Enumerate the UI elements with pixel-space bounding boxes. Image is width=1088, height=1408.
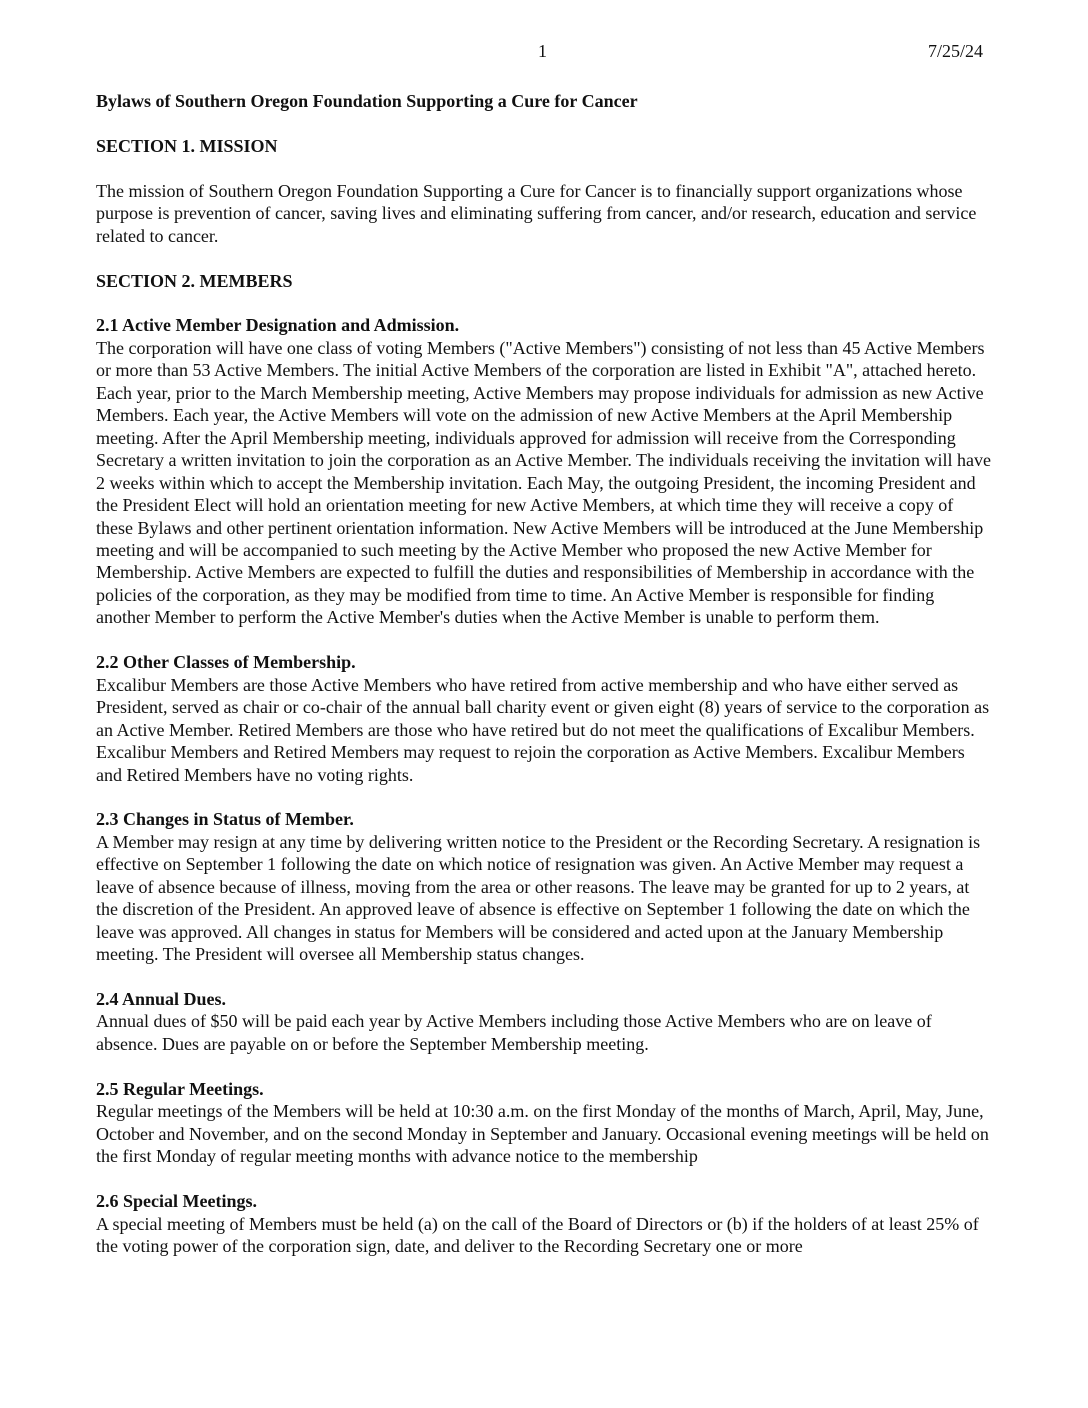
subsection-2-2 xyxy=(96,651,992,786)
subsection-text: The corporation will have one class of voting Members ("Active Members") consisting of not less than 45 Active Members or more than 53 Active Members. The initial Active Members of the corporation are listed in Exhibit "A", attached hereto. Each year, prior to the March Membership meeting, Active Members may propose individuals for admission as new Active Members. Each year, the Active Members will vote on the admission of new Active Members at the April Membership meeting. After the April Membership meeting, individuals approved for admission will receive from the Corresponding Secretary a written invitation to join the corporation as an Active Member. The individuals receiving the invitation will have 2 weeks within which to accept the Membership invitation. Each May, the outgoing President, the incoming President and the President Elect will hold an orientation meeting for new Active Members, at which time they will receive a copy of these Bylaws and other pertinent orientation information. New Active Members will be introduced at the June Membership meeting and will be accompanied to such meeting by the Active Member who proposed the new Active Member for Membership. Active Members are expected to fulfill the duties and responsibilities of Membership in accordance with the policies of the corporation, as they may be modified from time to time. An Active Member is responsible for finding another Member to perform the Active Member's duties when the Active Member is unable to perform them. xyxy=(96,337,991,628)
subsection-heading: 2.5 Regular Meetings. xyxy=(96,1078,264,1099)
subsection-heading: 2.6 Special Meetings. xyxy=(96,1191,257,1212)
document-body xyxy=(96,90,992,1280)
subsection-text: Annual dues of $50 will be paid each year by Active Members including those Active Members who are on leave of absence. Dues are payable on or before the September Membership meeting. xyxy=(96,1011,932,1054)
section-1-text: The mission of Southern Oregon Foundation Supporting a Cure for Cancer is to financially support organizations whose purpose is prevention of cancer, saving lives and eliminating suffering from cancer, and/or research, education and service related to cancer. xyxy=(96,180,977,246)
subsection-2-6 xyxy=(96,1190,992,1257)
subsection-text: A special meeting of Members must be held (a) on the call of the Board of Directors or (b) if the holders of at least 25% of the voting power of the corporation sign, date, and deliver to the Recording Secretary one or more xyxy=(96,1213,979,1256)
subsection-heading: 2.3 Changes in Status of Member. xyxy=(96,809,354,830)
subsection-2-3 xyxy=(96,808,992,965)
subsection-heading: 2.2 Other Classes of Membership. xyxy=(96,652,356,673)
subsection-heading: 2.1 Active Member Designation and Admission. xyxy=(96,315,460,336)
document-title: Bylaws of Southern Oregon Foundation Supporting a Cure for Cancer xyxy=(96,91,638,111)
page-number: 1 xyxy=(538,41,547,61)
subsection-2-1 xyxy=(96,314,992,628)
subsection-heading: 2.4 Annual Dues. xyxy=(96,989,227,1010)
subsection-text: Excalibur Members are those Active Members who have retired from active membership and who have either served as President, served as chair or co-chair of the annual ball charity event or given eight (8) years of service to the corporation as an Active Member. Retired Members are those who have retired but do not meet the qualifications of Excalibur Members. Excalibur Members and Retired Members may request to rejoin the corporation as Active Members. Excalibur Members and Retired Members have no voting rights. xyxy=(96,674,990,785)
subsection-2-5 xyxy=(96,1078,992,1168)
section-2-heading: SECTION 2. MEMBERS xyxy=(96,270,293,291)
subsection-2-4 xyxy=(96,988,992,1055)
page-date: 7/25/24 xyxy=(928,41,984,61)
section-1-heading: SECTION 1. MISSION xyxy=(96,135,278,156)
subsection-text: A Member may resign at any time by delivering written notice to the President or the Recording Secretary. A resignation is effective on September 1 following the date on which notice of resignation was given. An Active Member may request a leave of absence because of illness, moving from the area or other reasons. The leave may be granted for up to 2 years, at the discretion of the President. An approved leave of absence is effective on September 1 following the date on which the leave was approved. All changes in status for Members will be considered and acted upon at the January Membership meeting. The President will oversee all Membership status changes. xyxy=(96,831,981,965)
subsection-text: Regular meetings of the Members will be held at 10:30 a.m. on the first Monday of the months of March, April, May, June, October and November, and on the second Monday in September and January. Occasional evening meetings will be held on the first Monday of regular meeting months with advance notice to the membership xyxy=(96,1101,989,1167)
